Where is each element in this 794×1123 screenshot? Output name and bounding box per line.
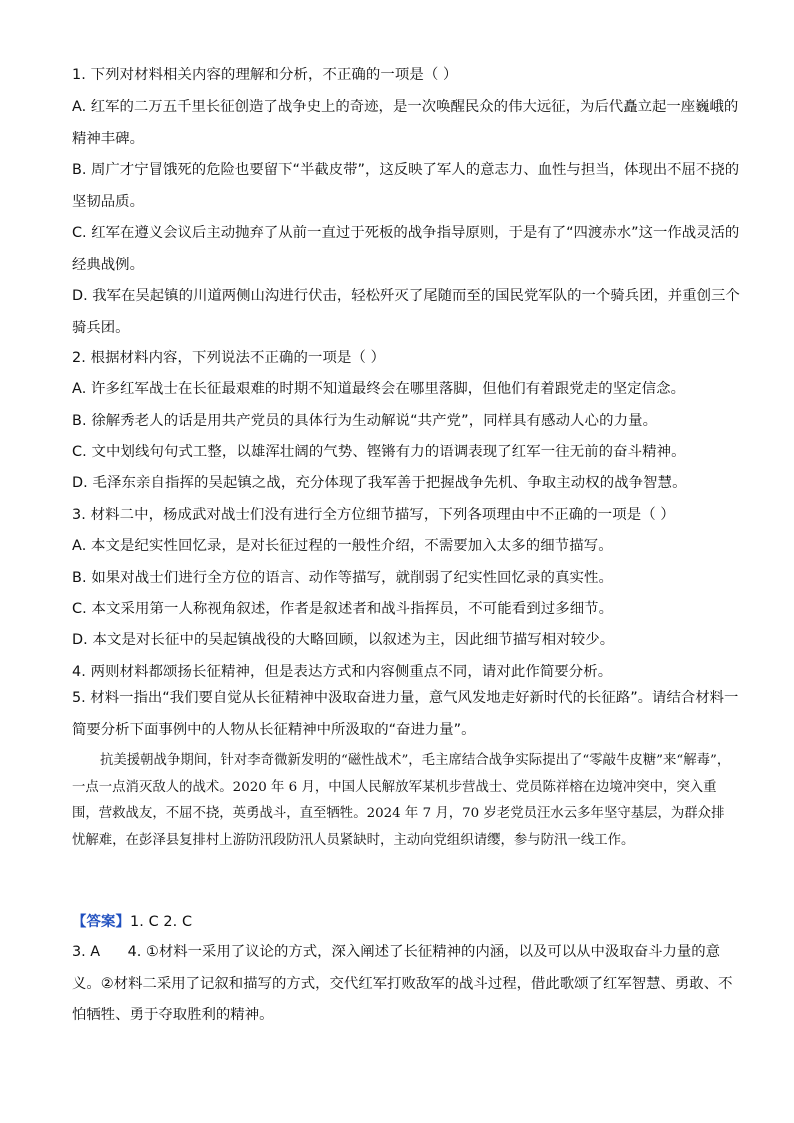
- question-1-option-b: B. 周广才宁冒饿死的危险也要留下“半截皮带”，这反映了军人的意志力、血性与担当，体现出不屈不挠的坚韧品质。: [72, 162, 740, 210]
- question-4-stem: 4. 两则材料都颂扬长征精神，但是表达方式和内容侧重点不同，请对此作简要分析。: [72, 664, 613, 680]
- answer-tag: 【答案】: [72, 914, 130, 930]
- question-3-option-c: C. 本文采用第一人称视角叙述，作者是叙述者和战斗指挥员，不可能看到过多细节。: [72, 601, 614, 617]
- question-2-stem: 2. 根据材料内容，下列说法不正确的一项是（ ）: [72, 350, 386, 366]
- answer-4: 4. ①材料一采用了议论的方式，深入阐述了长征精神的内涵，以及可以从中汲取奋斗力量的意义。②材料二采用了记叙和描写的方式，交代红军打败敌军的战斗过程，借此歌颂了红军智慧、勇敢、不怕牺牲、勇于夺取胜利的精神。: [72, 944, 733, 1023]
- question-1-option-d: D. 我军在吴起镇的川道两侧山沟进行伏击，轻松歼灭了尾随而至的国民党军队的一个骑兵团，并重创三个骑兵团。: [72, 288, 740, 336]
- question-3-option-a: A. 本文是纪实性回忆录，是对长征过程的一般性介绍，不需要加入太多的细节描写。: [72, 538, 613, 554]
- answer-3: 3. A: [72, 944, 101, 960]
- answers-3-4: [72, 937, 744, 1032]
- question-1-option-c: C. 红军在遵义会议后主动抛弃了从前一直过于死板的战争指导原则，于是有了“四渡赤水”这一作战灵活的经典战例。: [72, 225, 740, 273]
- question-2-option-c: C. 文中划线句句式工整，以雄浑壮阔的气势、铿锵有力的语调表现了红军一往无前的奋斗精神。: [72, 444, 686, 460]
- question-2-option-d: D. 毛泽东亲自指挥的吴起镇之战，充分体现了我军善于把握战争先机、争取主动权的战争智慧。: [72, 475, 687, 491]
- answer-line-1: [72, 912, 192, 932]
- question-5-material: 抗美援朝战争期间，针对李奇微新发明的“磁性战术”，毛主席结合战争实际提出了“零敲牛皮糖”来“解毒”，一点一点消灭敌人的战术。2020 年 6 月，中国人民解放军某机步营战士、党员陈祥榕在边境冲突中，突入重围，营救战友，不屈不挠，英勇战斗，直至牺牲。2024 年 7 月，70 岁老党员汪水云多年坚守基层，为群众排忧解难，在彭泽县复排村上游防汛段防汛人员紧缺时，主动向党组织请缨，参与防汛一线工作。: [72, 753, 731, 848]
- question-3-option-b: B. 如果对战士们进行全方位的语言、动作等描写，就削弱了纪实性回忆录的真实性。: [72, 570, 613, 586]
- question-1-option-a: A. 红军的二万五千里长征创造了战争史上的奇迹，是一次唤醒民众的伟大远征，为后代矗立起一座巍峨的精神丰碑。: [72, 99, 739, 147]
- question-3-option-d: D. 本文是对长征中的吴起镇战役的大略回顾，以叙述为主，因此细节描写相对较少。: [72, 632, 615, 648]
- question-5-stem: 5. 材料一指出“我们要自觉从长征精神中汲取奋进力量，意气风发地走好新时代的长征路”。请结合材料一简要分析下面事例中的人物从长征精神中所汲取的“奋进力量”。: [72, 690, 739, 738]
- question-1-stem: 1. 下列对材料相关内容的理解和分析，不正确的一项是（ ）: [72, 67, 458, 83]
- question-2-option-a: A. 许多红军战士在长征最艰难的时期不知道最终会在哪里落脚，但他们有着跟党走的坚定信念。: [72, 381, 686, 397]
- answers-1-2: 1. C 2. C: [129, 914, 193, 930]
- question-2-option-b: B. 徐解秀老人的话是用共产党员的具体行为生动解说“共产党”，同样具有感动人心的力量。: [72, 413, 658, 429]
- question-3-stem: 3. 材料二中，杨成武对战士们没有进行全方位细节描写，下列各项理由中不正确的一项是（ ）: [72, 507, 675, 523]
